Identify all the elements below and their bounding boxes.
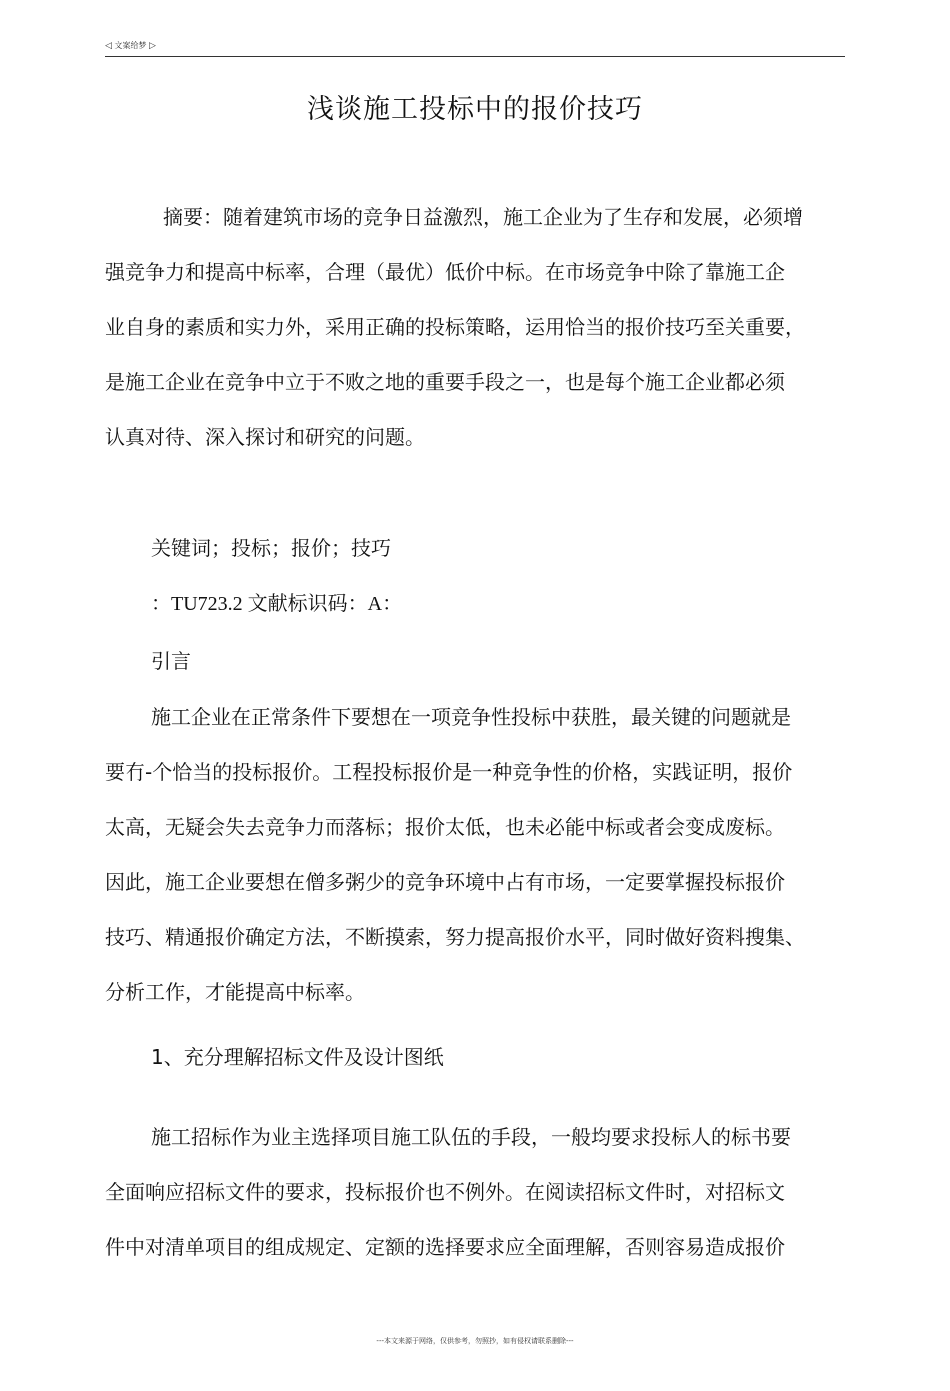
section-1-heading: 1、充分理解招标文件及设计图纸 <box>151 1045 444 1069</box>
document-title: 浅谈施工投标中的报价技巧 <box>307 94 643 125</box>
intro-line: 技巧、精通报价确定方法，不断摸索，努力提高报价水平，同时做好资料搜集、 <box>105 925 805 949</box>
intro-line: 分析工作，才能提高中标率。 <box>105 980 365 1004</box>
intro-line: 要冇-个恰当的投标报价。工程投标报价是一种竞争性的价格，实践证明，报价 <box>105 760 793 784</box>
right-triangle-icon: ▷ <box>149 41 156 51</box>
abstract-line: 认真对待、深入探讨和研究的问题。 <box>105 425 425 449</box>
intro-line: 施工企业在正常条件下要想在一项竞争性投标中获胜，最关键的问题就是 <box>151 705 791 729</box>
keywords: 关键词；投标；报价；技巧 <box>151 536 391 560</box>
page-footer: ---本文来源于网络，仅供参考，勿照抄，如有侵权请联系删除--- <box>376 1337 574 1345</box>
abstract-line: 业自身的素质和实力外，采用正确的投标策略，运用恰当的报价技巧至关重要， <box>105 315 805 339</box>
intro-line: 太高，无疑会失去竞争力而落标；报价太低，也未必能中标或者会变成废标。 <box>105 815 785 839</box>
intro-line: 因此，施工企业要想在僧多粥少的竞争环境中占有市场，一定要掌握投标报价 <box>105 870 785 894</box>
section-1-line: 件中对清单项目的组成规定、定额的选择要求应全面理解，否则容易造成报价 <box>105 1235 785 1259</box>
section-1-line: 施工招标作为业主选择项目施工队伍的手段，一般均要求投标人的标书要 <box>151 1125 791 1149</box>
intro-heading: 引言 <box>151 649 191 673</box>
header-logo-text: 文案给梦 <box>114 41 147 50</box>
page-header <box>105 38 845 57</box>
abstract-line: 是施工企业在竞争中立于不败之地的重要手段之一，也是每个施工企业都必须 <box>105 370 785 394</box>
section-1-line: 全面响应招标文件的要求，投标报价也不例外。在阅读招标文件时，对招标文 <box>105 1180 785 1204</box>
left-triangle-icon: ◁ <box>105 41 112 51</box>
classification-code: ：TU723.2 文献标识码：A： <box>151 593 403 615</box>
abstract-line: 摘要：随着建筑市场的竞争日益激烈，施工企业为了生存和发展，必须增 <box>163 205 803 229</box>
abstract-line: 强竞争力和提高中标率，合理（最优）低价中标。在市场竞争中除了靠施工企 <box>105 260 785 284</box>
header-logo <box>105 41 156 51</box>
